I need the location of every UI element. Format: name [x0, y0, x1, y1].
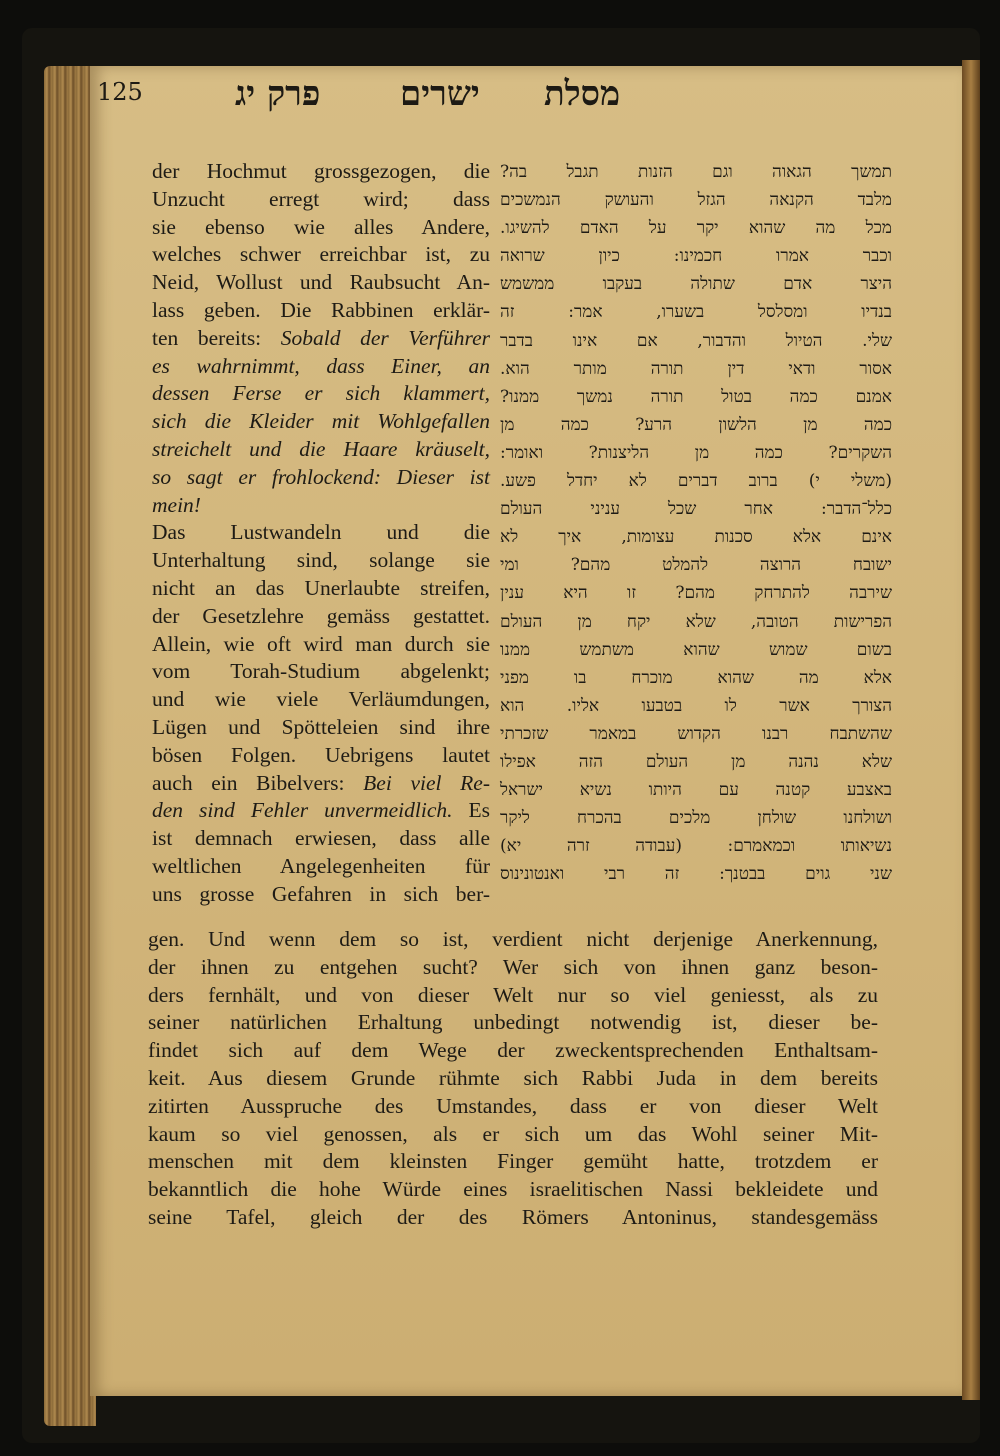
text-segment: der Hochmut grossgezogen, die — [152, 159, 490, 183]
text-line — [152, 380, 490, 408]
text-segment: welches schwer erreichbar ist, zu — [152, 242, 490, 267]
page-gutter — [962, 60, 980, 1400]
hebrew-line: בשום שמוש שהוא משתמש ממנו — [500, 639, 892, 660]
text-line — [152, 631, 490, 659]
german-column — [152, 158, 490, 909]
text-segment: nicht an das Unerlaubte streifen, — [152, 575, 490, 600]
text-segment: ten bereits: — [152, 325, 281, 350]
text-segment: und wie viele Verläumdungen, — [152, 687, 490, 712]
text-segment: vom Torah-Studium abgelenkt; — [152, 659, 490, 684]
text-line: findet sich auf dem Wege der zweckentsprechenden Enthaltsam- — [148, 1038, 878, 1063]
text-line: ders fernhält, und von dieser Welt nur so viel geniesst, als zu — [148, 982, 878, 1007]
italic-quote: so sagt er frohlockend: Dieser ist — [152, 464, 490, 489]
hebrew-line: שני גוים בבטנך: זה רבי ואנטונינוס — [500, 864, 892, 885]
hebrew-line: באצבע קטנה עם היותו נשיא ישראל — [500, 780, 892, 801]
german-full-width-text — [148, 926, 878, 1232]
text-line — [152, 686, 490, 714]
hebrew-column — [500, 158, 892, 888]
text-line — [152, 492, 490, 520]
italic-quote: Bei viel Re- — [363, 770, 490, 795]
text-line: keit. Aus diesem Grunde rühmte sich Rabbi Juda in dem bereits — [148, 1065, 878, 1090]
text-line — [152, 603, 490, 631]
text-line — [152, 658, 490, 686]
hebrew-line: כלל־הדבר: אחר שכל עניני העולם — [500, 499, 892, 520]
hebrew-line: שהשתבח רבנו הקדוש במאמר שזכרתי — [500, 723, 892, 744]
text-line — [152, 770, 490, 798]
text-segment: ist demnach erwiesen, dass alle — [152, 826, 490, 851]
text-line — [152, 825, 490, 853]
text-line — [152, 519, 490, 547]
text-segment: auch ein Bibelvers: — [152, 770, 364, 795]
hebrew-line: שלא נהנה מן העולם הזה אפילו — [500, 751, 892, 772]
running-title-chapter: פרק יג — [235, 74, 321, 114]
hebrew-line: אמנם כמה בטול תורה נמשך ממנו? — [500, 386, 892, 407]
hebrew-line: ישובח הרוצה להמלט מהם? ומי — [500, 555, 892, 576]
text-line: gen. Und wenn dem so ist, verdient nicht derjenige Anerkennung, — [148, 927, 878, 951]
text-line — [152, 186, 490, 214]
text-line: seiner natürlichen Erhaltung unbedingt notwendig ist, dieser be- — [148, 1010, 878, 1035]
hebrew-line: אסור ודאי דין תורה מותר הוא. — [500, 358, 892, 379]
hebrew-line: (משלי י) ברוב דברים לא יחדל פשע. — [500, 471, 892, 492]
text-segment: lass geben. Die Rabbinen erklär- — [152, 297, 490, 322]
running-title-word-2: ישרים — [400, 74, 480, 114]
hebrew-line: בנדיו ומסלסל בשערו, אמר: זה — [500, 302, 892, 323]
text-line — [152, 575, 490, 603]
text-line — [152, 797, 490, 825]
text-line: zitirten Ausspruche des Umstandes, dass er von dieser Welt — [148, 1093, 878, 1118]
text-segment: Allein, wie oft wird man durch sie — [152, 631, 490, 656]
hebrew-line: וכבר אמרו חכמינו: כיון שרואה — [500, 246, 892, 267]
text-line — [152, 408, 490, 436]
text-line — [152, 714, 490, 742]
text-line: der ihnen zu entgehen sucht? Wer sich von ihnen ganz beson- — [148, 954, 878, 979]
text-line — [152, 297, 490, 325]
hebrew-line: שירבה להתרחק מהם? זו היא ענין — [500, 583, 892, 604]
text-line — [152, 241, 490, 269]
hebrew-line: אלא מה שהוא מוכרח בו מפני — [500, 667, 892, 688]
italic-quote: sich die Kleider mit Wohlgefallen — [152, 409, 490, 434]
italic-quote: es wahrnimmt, dass Einer, an — [152, 353, 490, 378]
hebrew-line: מלבד הקנאה הגזל והעושק הנמשכים — [500, 190, 892, 211]
text-line — [152, 325, 490, 353]
hebrew-line: תמשך הגאוה וגם הזנות תגבל בה? — [500, 162, 892, 182]
text-segment: der Gesetzlehre gemäss gestattet. — [152, 603, 490, 628]
hebrew-line: נשיאותו וכמאמרם: (עבודה זרה יא) — [500, 836, 892, 857]
text-line — [152, 547, 490, 575]
text-segment: sie ebenso wie alles Andere, — [152, 214, 490, 239]
text-line: menschen mit dem kleinsten Finger gemüht hatte, trotzdem er — [148, 1149, 878, 1174]
page-edges — [44, 66, 96, 1426]
text-line — [152, 214, 490, 242]
text-line — [152, 158, 490, 186]
text-line — [152, 353, 490, 381]
hebrew-line: כמה מן הלשון הרע? כמה מן — [500, 414, 892, 435]
hebrew-line: מכל מה שהוא יקר על האדם להשיגו. — [500, 218, 892, 239]
running-title-word-1: מסלת — [544, 74, 621, 114]
italic-quote: Sobald der Verführer — [280, 325, 490, 350]
text-line: kaum so viel genossen, als er sich um das Wohl seiner Mit- — [148, 1121, 878, 1146]
text-segment: Unzucht erregt wird; dass — [152, 186, 490, 211]
text-line — [152, 742, 490, 770]
text-segment: Es — [452, 798, 490, 823]
text-line — [152, 853, 490, 881]
text-segment: bösen Folgen. Uebrigens lautet — [152, 742, 490, 767]
hebrew-line: אינם אלא סכנות עצומות, איך לא — [500, 527, 892, 548]
text-segment: uns grosse Gefahren in sich ber- — [152, 881, 490, 906]
text-line: seine Tafel, gleich der des Römers Antoninus, standesgemäss — [148, 1204, 878, 1229]
hebrew-line: הפרישות הטובה, שלא יקח מן העולם — [500, 611, 892, 632]
italic-quote: mein! — [152, 492, 201, 517]
text-segment: Neid, Wollust und Raubsucht An- — [152, 270, 490, 295]
italic-quote: den sind Fehler unvermeidlich. — [152, 798, 453, 823]
hebrew-line: השקרים? כמה מן הליצנות? ואומר: — [500, 442, 892, 463]
text-line — [152, 269, 490, 297]
hebrew-line: שלי. הטיול והדבור, אם אינו בדבר — [500, 330, 892, 351]
text-segment: weltlichen Angelegenheiten für — [152, 853, 490, 878]
page-number: 125 — [97, 78, 143, 106]
text-line — [152, 436, 490, 464]
text-line: bekanntlich die hohe Würde eines israelitischen Nassi bekleidete und — [148, 1177, 878, 1202]
text-segment: Lügen und Spötteleien sind ihre — [152, 714, 490, 739]
text-segment: Unterhaltung sind, solange sie — [152, 548, 490, 573]
hebrew-line: הצורך אשר לו בטבעו אליו. הוא — [500, 695, 892, 716]
hebrew-line: היצר אדם שתולה בעקבו ממשמש — [500, 274, 892, 295]
text-segment: Das Lustwandeln und die — [152, 520, 490, 545]
hebrew-line: ושולחנו שולחן מלכים בהכרח ליקר — [500, 808, 892, 829]
text-line — [152, 464, 490, 492]
italic-quote: streichelt und die Haare kräuselt, — [152, 436, 490, 461]
italic-quote: dessen Ferse er sich klammert, — [152, 381, 490, 406]
text-line — [152, 881, 490, 909]
